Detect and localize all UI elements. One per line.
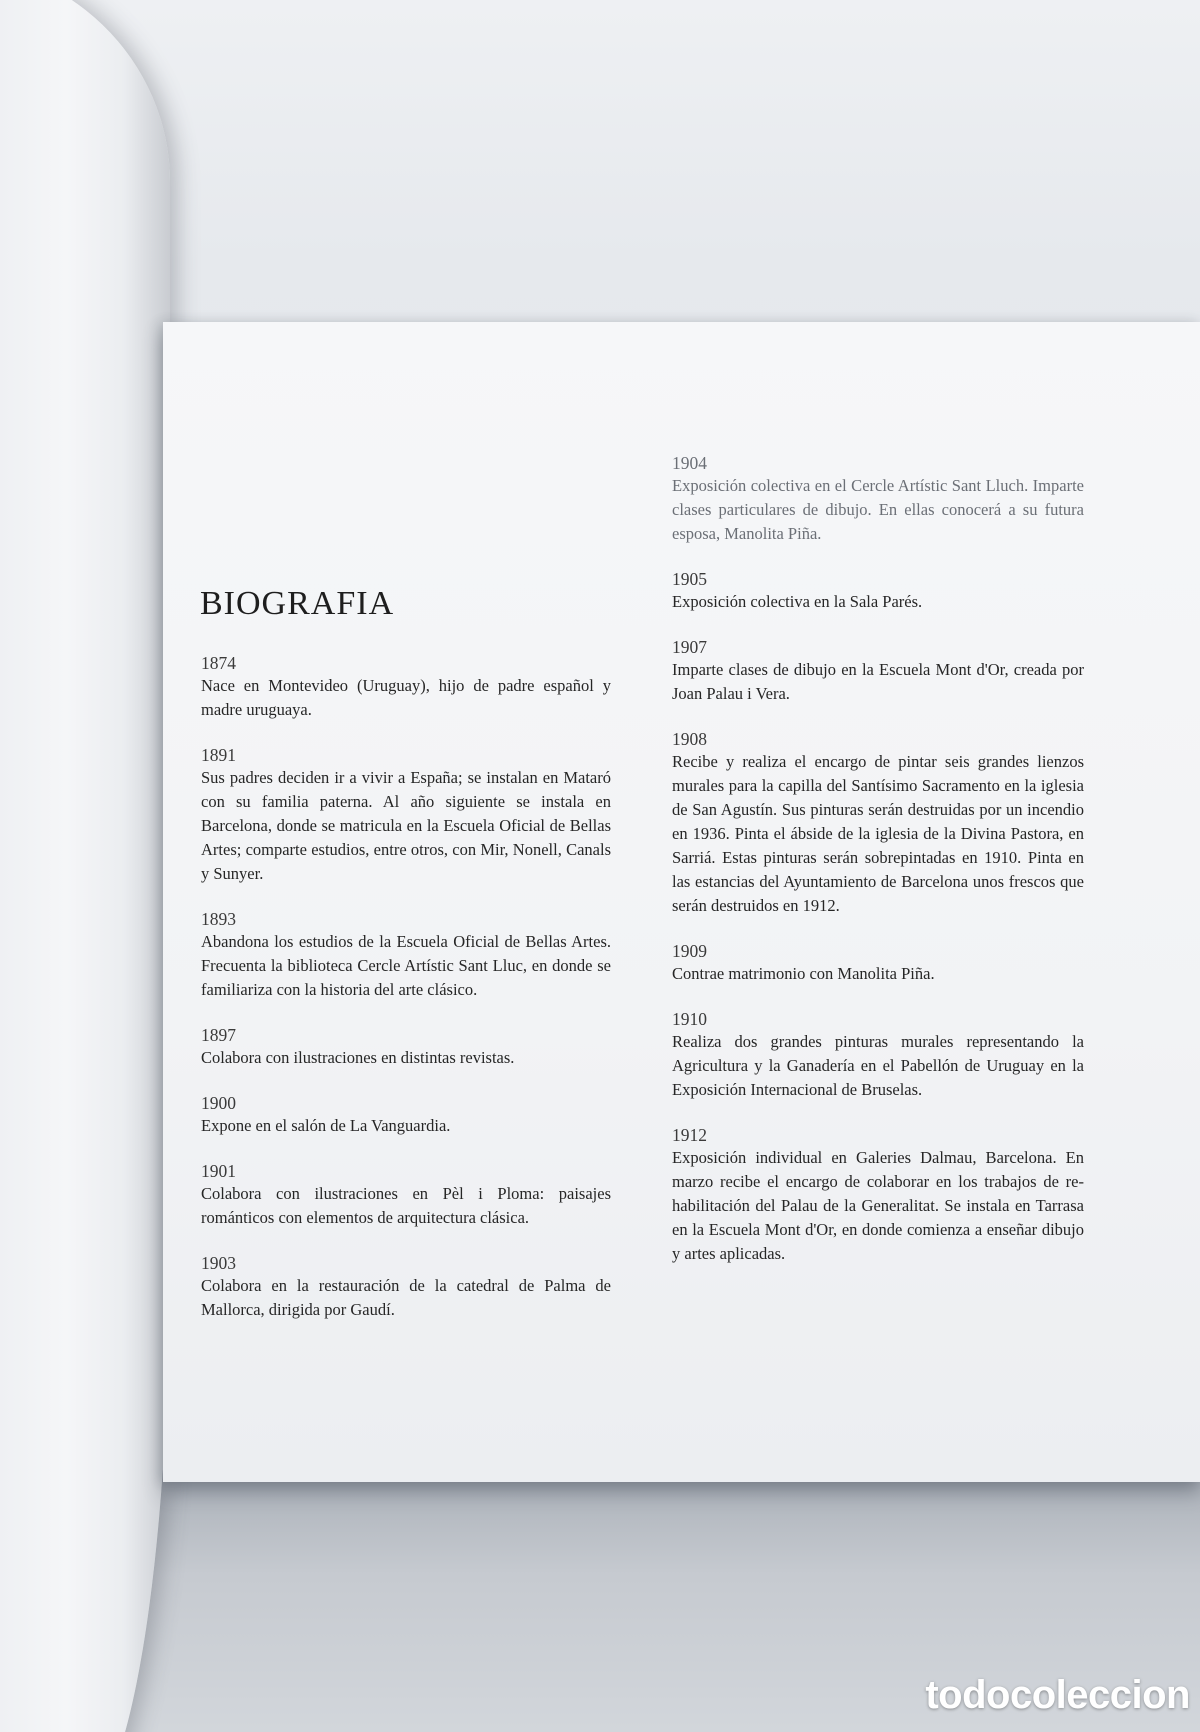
page-title: BIOGRAFIA (200, 585, 395, 622)
entry-year: 1874 (201, 653, 236, 673)
entry-year: 1891 (201, 745, 236, 765)
entry-year: 1912 (672, 1125, 707, 1145)
entry-year: 1901 (201, 1161, 236, 1181)
entry-text: Colabora con ilustraciones en distintas revistas. (201, 1048, 515, 1067)
entry-text: Exposición individual en Galeries Dalmau, Barcelona. En marzo recibe el encargo de colaborar en los trabajos de re-habilitación del Palau de la Generalitat. Se instala en Tarrasa en la Escuela Mont d'Or, en donde comienza a enseñar dibujo y artes aplicadas. (672, 1148, 1084, 1263)
timeline-entry (201, 1160, 611, 1230)
timeline-entry (672, 940, 1084, 986)
timeline-entry (201, 1092, 611, 1138)
entry-text: Imparte clases de dibujo en la Escuela Mont d'Or, creada por Joan Palau i Vera. (672, 660, 1084, 703)
timeline-entry (672, 1124, 1084, 1266)
entry-text: Contrae matrimonio con Manolita Piña. (672, 964, 935, 983)
timeline-entry (672, 728, 1084, 918)
entry-text: Recibe y realiza el encargo de pintar seis grandes lienzos murales para la capilla del Santísimo Sacramento en la iglesia de San Agustín. Sus pinturas serán destruidas por un incendio en 1936. Pinta el ábside de la iglesia de la Divina Pastora, en Sarriá. Estas pinturas serán sobrepintadas en 1910. Pinta en las estancias del Ayuntamiento de Barcelona unos frescos que serán destruidos en 1912. (672, 752, 1084, 915)
timeline-entry (201, 652, 611, 722)
entry-year: 1900 (201, 1093, 236, 1113)
timeline-entry (201, 908, 611, 1002)
entry-text: Nace en Montevideo (Uruguay), hijo de padre español y madre uruguaya. (201, 676, 611, 719)
entry-year: 1905 (672, 569, 707, 589)
entry-text: Colabora en la restauración de la catedral de Palma de Mallorca, dirigida por Gaudí. (201, 1276, 611, 1319)
timeline-entry (201, 744, 611, 886)
entry-year: 1908 (672, 729, 707, 749)
entry-text: Realiza dos grandes pinturas murales representando la Agricultura y la Ganadería en el Pabellón de Uruguay en la Exposición Internacional de Bruselas. (672, 1032, 1084, 1099)
entry-year: 1897 (201, 1025, 236, 1045)
entry-year: 1903 (201, 1253, 236, 1273)
left-column (201, 652, 611, 1344)
entry-year: 1893 (201, 909, 236, 929)
entry-text: Expone en el salón de La Vanguardia. (201, 1116, 451, 1135)
timeline-entry (672, 452, 1084, 546)
entry-text: Exposición colectiva en la Sala Parés. (672, 592, 923, 611)
timeline-entry (672, 568, 1084, 614)
entry-year: 1904 (672, 453, 707, 473)
curled-page-edge (0, 0, 170, 1732)
entry-year: 1907 (672, 637, 707, 657)
entry-year: 1909 (672, 941, 707, 961)
timeline-entry (672, 636, 1084, 706)
entry-text: Abandona los estudios de la Escuela Oficial de Bellas Artes. Frecuenta la biblioteca Cercle Artístic Sant Lluc, en donde se familiariza con la historia del arte clásico. (201, 932, 611, 999)
timeline-entry (201, 1252, 611, 1322)
entry-text: Colabora con ilustraciones en Pèl i Ploma: paisajes románticos con elementos de arquitectura clásica. (201, 1184, 611, 1227)
entry-year: 1910 (672, 1009, 707, 1029)
timeline-entry (672, 1008, 1084, 1102)
watermark-logo: todocoleccion (925, 1673, 1190, 1717)
entry-text: Exposición colectiva en el Cercle Artístic Sant Lluch. Imparte clases particulares de dibujo. En ellas conocerá a su futura esposa, Manolita Piña. (672, 476, 1084, 543)
entry-text: Sus padres deciden ir a vivir a España; se instalan en Mataró con su familia paterna. Al año siguiente se instala en Barcelona, donde se matricula en la Escuela Oficial de Bellas Artes; comparte estudios, entre otros, con Mir, Nonell, Canals y Sunyer. (201, 768, 611, 883)
timeline-entry (201, 1024, 611, 1070)
right-column (672, 452, 1084, 1288)
